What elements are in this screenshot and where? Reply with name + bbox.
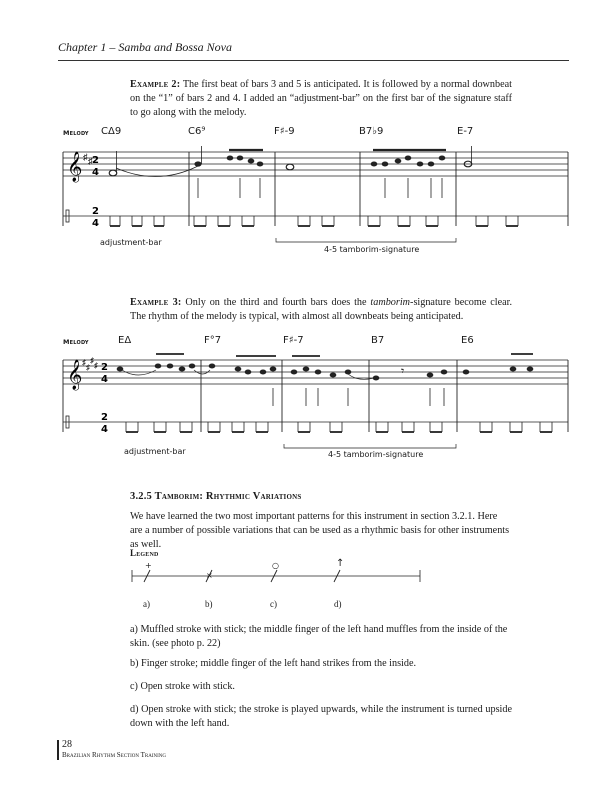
svg-text:2: 2 [101,362,108,373]
chord-symbol: CΔ9 [101,126,122,137]
melody-staff [63,152,568,176]
chord-symbol: C6⁹ [188,126,206,137]
header-rule [58,60,569,61]
chord-symbol: F♯-9 [274,126,295,137]
example3-paragraph [130,296,512,324]
page-number: 28 [62,739,72,750]
signature-label: 4-5 tamborim-signature [324,245,420,254]
legend-letter: a) [143,599,150,609]
legend-item-b: b) Finger stroke; middle finger of the left hand strikes from the inside. [130,658,417,669]
example3-text-after: -signature become clear. The rhythm of the melody is typical, with almost all downbeats being anticipated. [130,297,513,322]
svg-text:4: 4 [101,424,108,435]
legend-item-c: c) Open stroke with stick. [130,681,235,692]
footer-bar [57,740,59,760]
legend-symbol-plus: + [145,561,152,570]
chord-symbol: B7 [371,335,385,346]
svg-text:♯: ♯ [82,358,86,367]
example3-label: Example 3: [130,297,182,308]
example3-score [58,332,578,472]
svg-text:2: 2 [92,155,99,166]
legend-item-a: a) Muffled stroke with stick; the middle finger of the left hand muffles from the inside of the skin. (see photo p. 22) [130,624,508,649]
example2-label: Example 2: [130,79,181,90]
svg-text:4: 4 [92,218,99,229]
svg-text:2: 2 [92,206,99,217]
example2-score [58,126,578,266]
svg-text:♯: ♯ [90,356,94,365]
book-title: Brazilian Rhythm Section Training [62,751,167,759]
svg-text:𝄾: 𝄾 [401,364,405,378]
svg-text:♯: ♯ [86,363,90,372]
chord-symbol: E6 [461,335,474,346]
adjustment-bar-label: adjustment-bar [100,238,162,247]
legend-item-d: d) Open stroke with stick; the stroke is played upwards, while the instrument is turned upside down with the left hand. [130,704,512,729]
treble-clef: 𝄞 [67,152,83,182]
svg-text:♯: ♯ [83,152,88,162]
svg-text:♯: ♯ [88,156,93,166]
legend-title: Legend [130,548,159,558]
chord-symbol: B7♭9 [359,126,384,137]
legend-symbol-circle: ○ [272,561,279,570]
legend-letter: d) [334,599,342,609]
svg-text:4: 4 [101,374,108,385]
signature-label: 4-5 tamborim-signature [328,450,424,459]
chord-symbol: F°7 [204,335,222,346]
example3-text-before: Only on the third and fourth bars does the [185,297,371,308]
section-heading: 3.2.5 Tamborim: Rhythmic Variations [130,491,302,502]
chord-symbol: F♯-7 [283,335,304,346]
legend-letter: c) [270,599,277,609]
legend-letter: b) [205,599,213,609]
chord-symbol: EΔ [118,335,132,346]
treble-clef: 𝄞 [67,360,83,390]
legend-diagram [130,558,430,588]
staff-system [58,138,578,243]
example2-text: The first beat of bars 3 and 5 is anticipated. It is followed by a normal downbeat on the “1” of bars 2 and 4. I added an “adjustment-bar” on the first bar of the signature staff to go along with the melody. [130,79,512,118]
svg-text:♯: ♯ [94,361,98,370]
staff-system [58,348,578,453]
example2-paragraph [130,78,512,120]
melody-label: Melody [63,338,89,346]
legend-symbol-x: × [206,571,213,580]
svg-text:4: 4 [92,167,99,178]
legend-symbol-arrow: ↑ [336,558,345,569]
example3-text-em: tamborim [370,297,411,308]
section-intro: We have learned the two most important patterns for this instrument in section 3.2.1. Here are a number of possible variations that can be used as a rhythmic basis for other instruments as well. [130,511,510,550]
melody-label: Melody [63,129,89,137]
chapter-header: Chapter 1 – Samba and Bossa Nova [58,40,232,54]
chord-symbol: E-7 [457,126,474,137]
svg-text:2: 2 [101,412,108,423]
adjustment-bar-label: adjustment-bar [124,447,186,456]
